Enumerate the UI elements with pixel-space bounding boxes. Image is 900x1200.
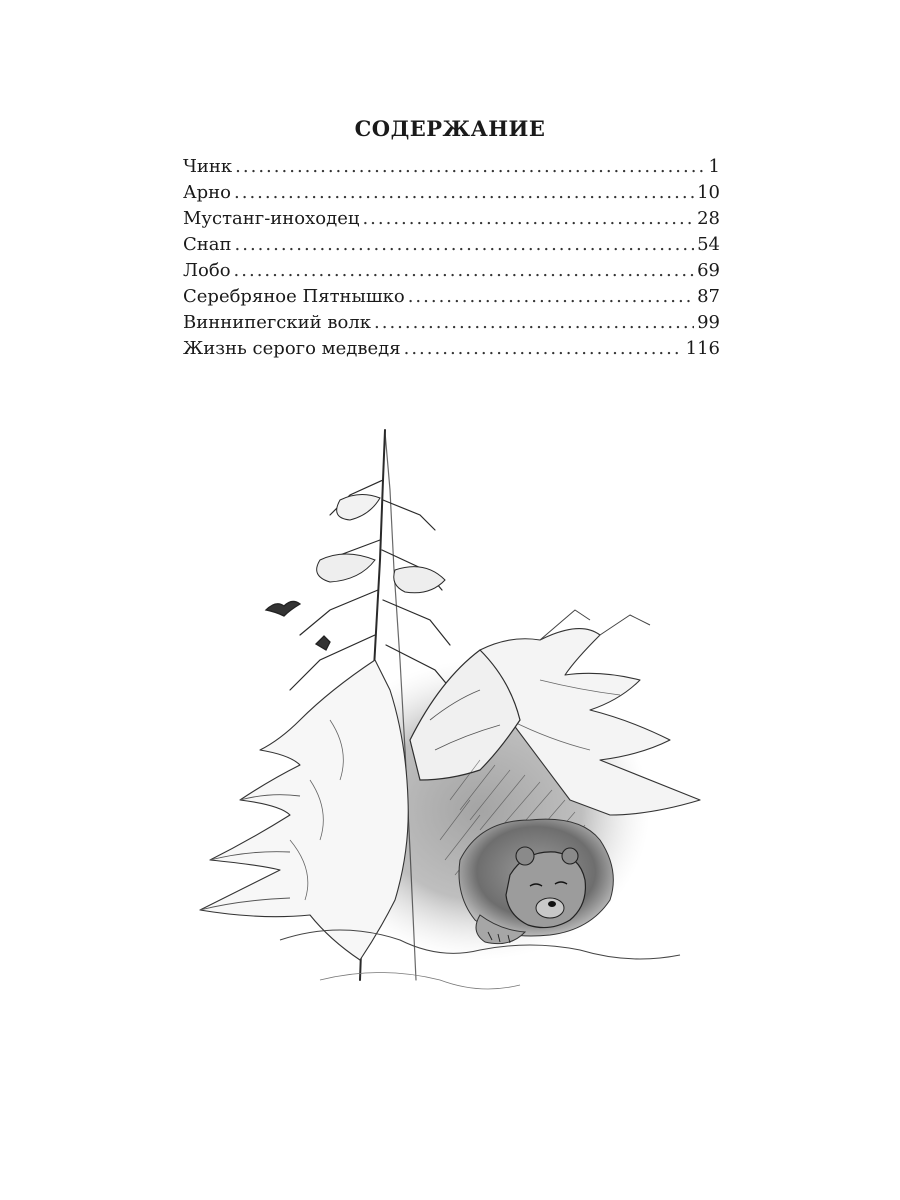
contents-list bbox=[183, 154, 720, 362]
entry-title: Мустанг-иноходец bbox=[183, 208, 360, 229]
contents-entry bbox=[183, 232, 720, 258]
bird-icons bbox=[266, 601, 330, 650]
entry-page-number: 1 bbox=[708, 156, 720, 177]
contents-title: СОДЕРЖАНИЕ bbox=[354, 116, 546, 141]
snowy-fir-trees-with-sleeping-bear-drawing bbox=[180, 420, 740, 1040]
entry-page-number: 28 bbox=[697, 208, 720, 229]
entry-title: Серебряное Пятнышко bbox=[183, 286, 405, 307]
entry-page-number: 10 bbox=[697, 182, 720, 203]
entry-title: Лобо bbox=[183, 260, 231, 281]
snowy-fir-left bbox=[200, 660, 408, 960]
dot-leader bbox=[235, 154, 705, 180]
contents-entry bbox=[183, 284, 720, 310]
bird-icon bbox=[316, 636, 330, 650]
contents-entry bbox=[183, 180, 720, 206]
dot-leader bbox=[408, 284, 694, 310]
dot-leader bbox=[235, 232, 695, 258]
contents-entry bbox=[183, 154, 720, 180]
dot-leader bbox=[234, 258, 695, 284]
dot-leader bbox=[234, 180, 694, 206]
entry-title: Арно bbox=[183, 182, 231, 203]
dot-leader bbox=[404, 336, 683, 362]
contents-entry bbox=[183, 258, 720, 284]
contents-entry bbox=[183, 310, 720, 336]
entry-page-number: 99 bbox=[697, 312, 720, 333]
sleeping-bear bbox=[459, 819, 613, 943]
entry-title: Виннипегский волк bbox=[183, 312, 371, 333]
bird-icon bbox=[266, 601, 300, 616]
entry-title: Снап bbox=[183, 234, 232, 255]
dot-leader bbox=[374, 310, 694, 336]
dot-leader bbox=[362, 206, 694, 232]
entry-page-number: 87 bbox=[697, 286, 720, 307]
contents-entry bbox=[183, 336, 720, 362]
entry-page-number: 116 bbox=[685, 338, 720, 359]
contents-entry bbox=[183, 206, 720, 232]
entry-title: Жизнь серого медведя bbox=[183, 338, 401, 359]
entry-page-number: 69 bbox=[697, 260, 720, 281]
entry-title: Чинк bbox=[183, 156, 233, 177]
entry-page-number: 54 bbox=[697, 234, 720, 255]
